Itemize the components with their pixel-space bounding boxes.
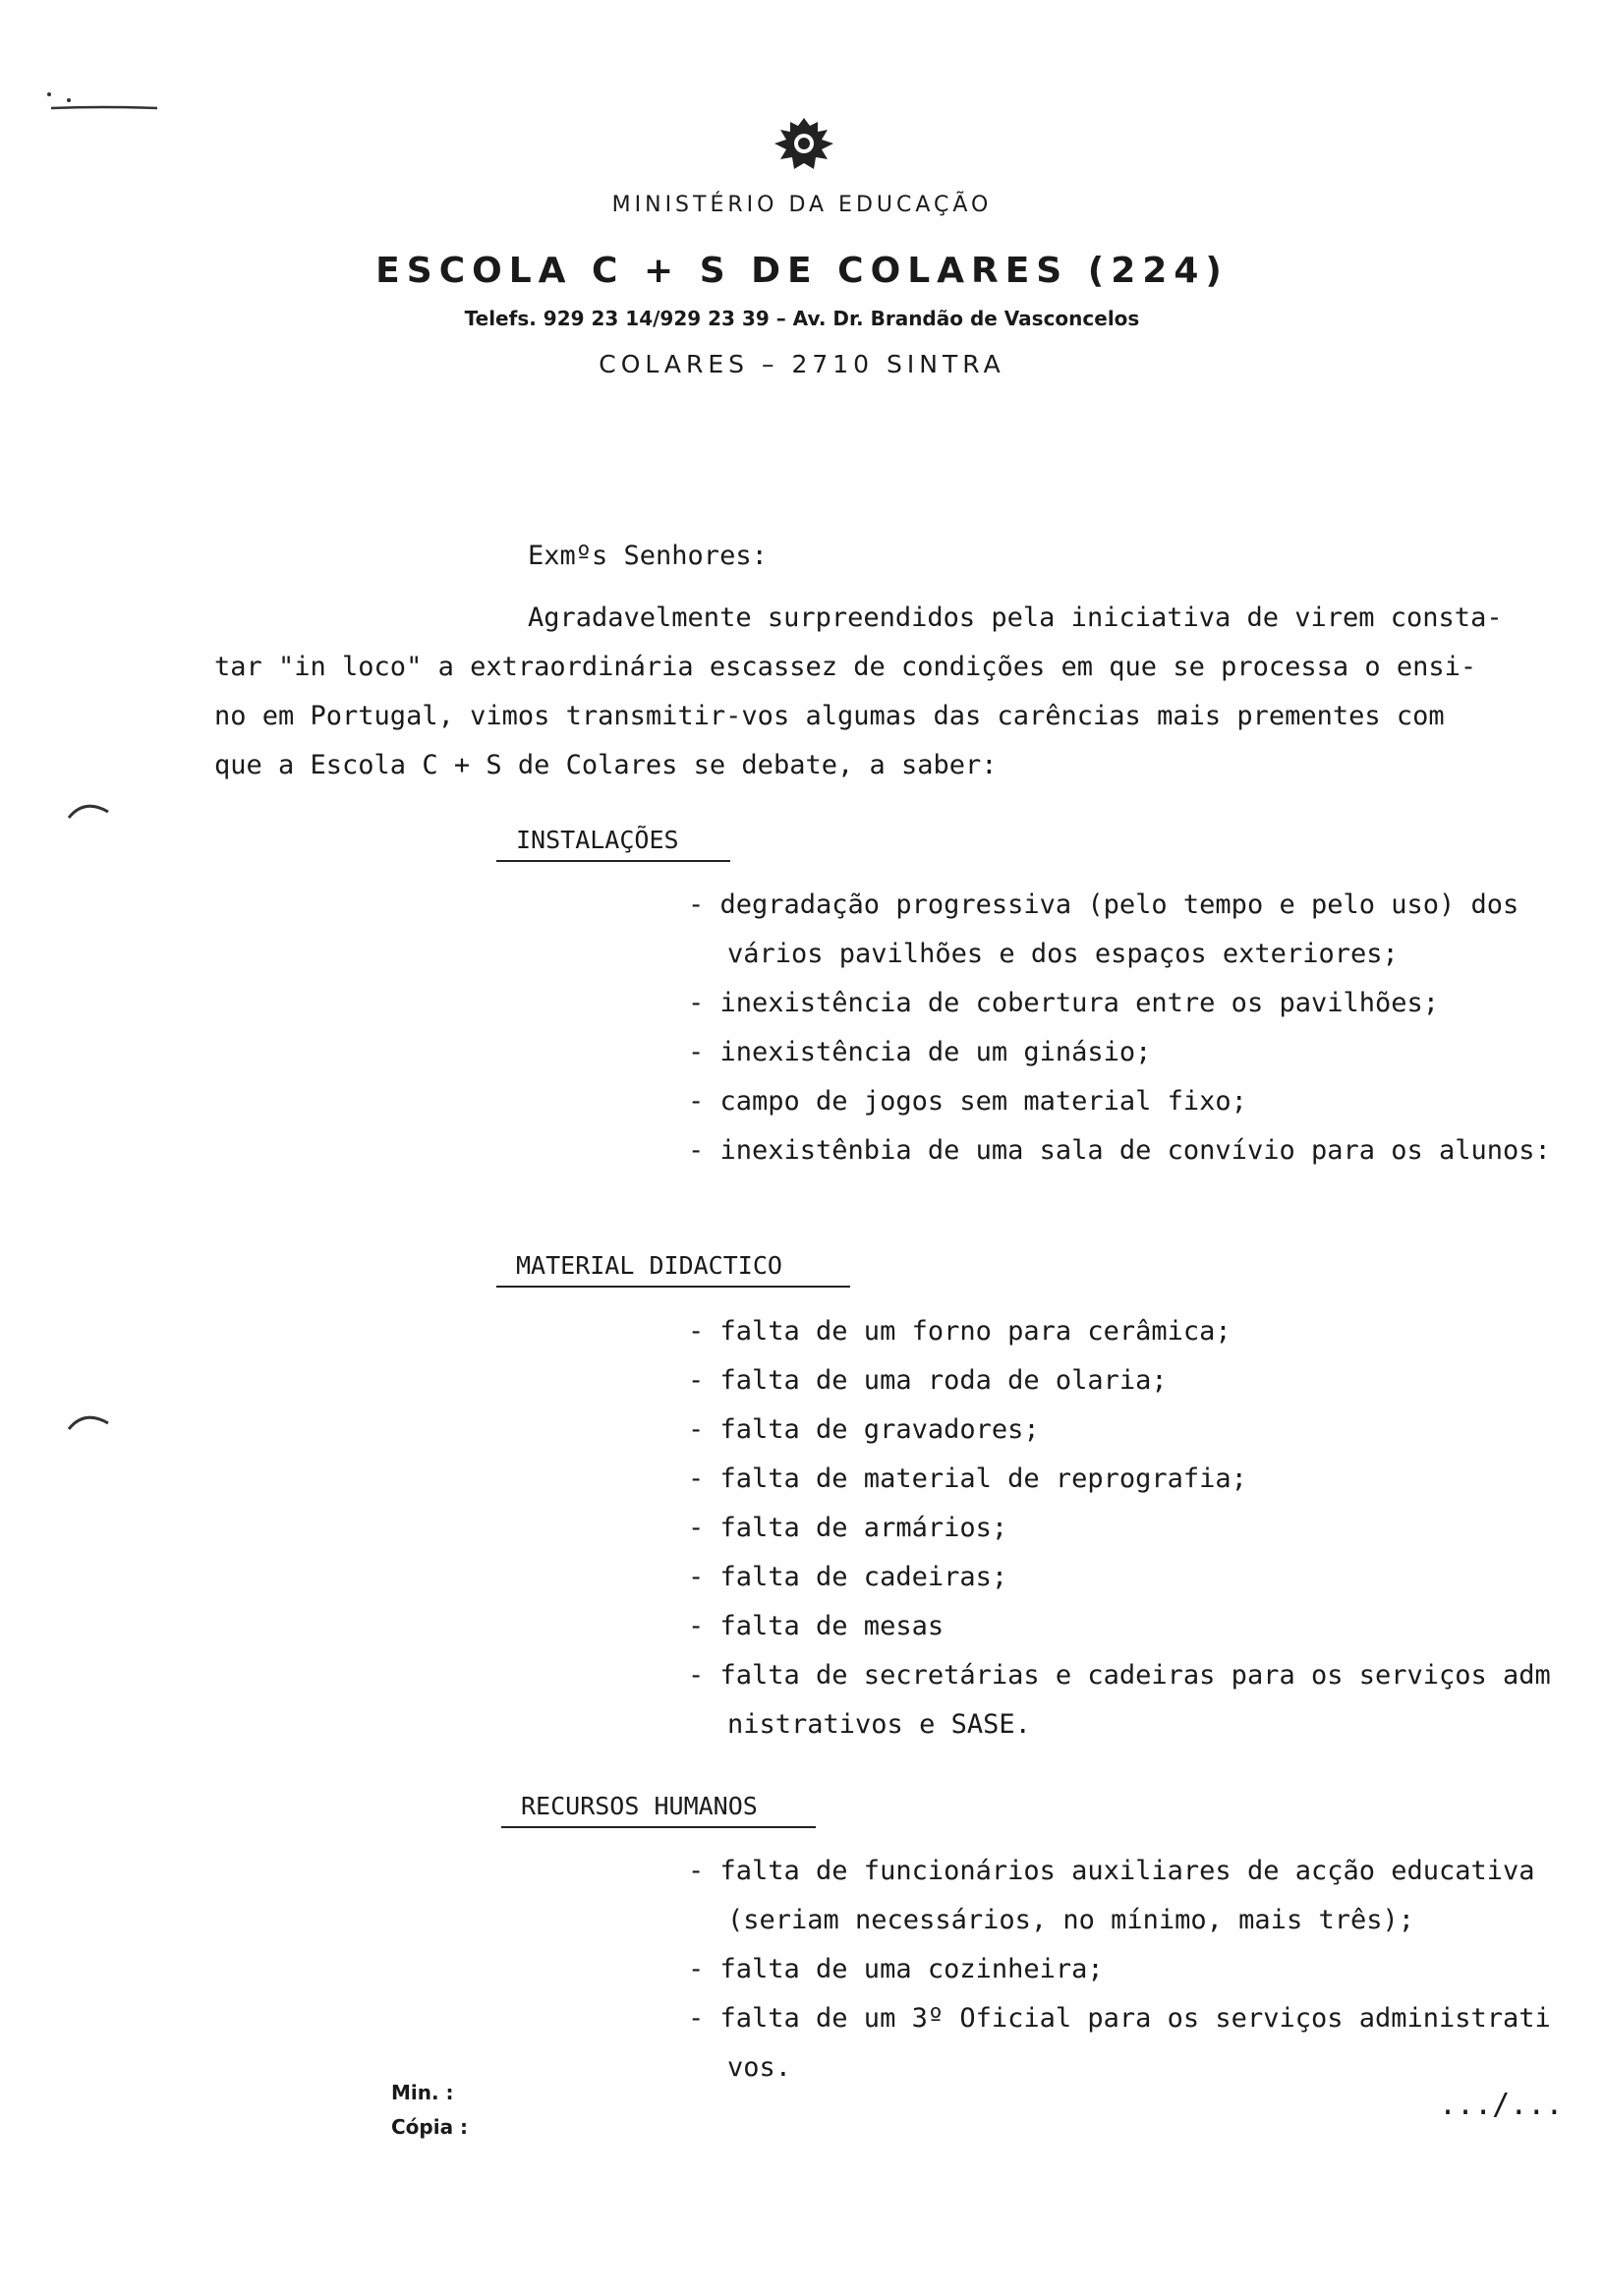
list-item (649, 1994, 1551, 2093)
item-line: - falta de um forno para cerâmica; (688, 1316, 1232, 1347)
list-item (649, 1356, 1551, 1406)
list-item (649, 1455, 1551, 1504)
item-line: - falta de uma cozinheira; (688, 1954, 1104, 1984)
item-line: vos. (727, 2052, 792, 2083)
item-line: - falta de um 3º Oficial para os serviços administrati (688, 2003, 1551, 2034)
city-line: COLARES – 2710 SINTRA (599, 350, 1005, 378)
item-line: - falta de mesas (688, 1611, 945, 1641)
salutation: Exmºs Senhores: (528, 541, 768, 571)
list-item (649, 1028, 1551, 1077)
intro-line: Agradavelmente surpreendidos pela iniciativa de virem consta- (528, 603, 1503, 633)
list-item (649, 1504, 1551, 1553)
item-line: - falta de material de reprografia; (688, 1464, 1247, 1494)
item-line: nistrativos e SASE. (727, 1709, 1031, 1740)
contact-line: Telefs. 929 23 14/929 23 39 – Av. Dr. Brandão de Vasconcelos (464, 307, 1140, 330)
list-item (649, 1602, 1551, 1651)
list-material-didactico (649, 1307, 1551, 1750)
list-item (649, 1077, 1551, 1126)
item-line: - inexistência de um ginásio; (688, 1037, 1152, 1067)
item-line: - falta de funcionários auxiliares de acção educativa (688, 1856, 1535, 1886)
list-item (649, 1847, 1551, 1945)
item-line: - campo de jogos sem material fixo; (688, 1086, 1247, 1117)
list-item (649, 1126, 1551, 1176)
item-line: (seriam necessários, no mínimo, mais três); (727, 1905, 1414, 1935)
item-line: - falta de gravadores; (688, 1414, 1040, 1445)
scan-mark-top (43, 86, 171, 126)
list-item (649, 979, 1551, 1028)
list-item (649, 881, 1551, 979)
ministry-name: MINISTÉRIO DA EDUCAÇÃO (611, 193, 993, 217)
section-title-instalacoes: INSTALAÇÕES (496, 826, 730, 862)
punch-hole-mark-2 (65, 1406, 114, 1435)
item-line: - falta de armários; (688, 1513, 1008, 1543)
intro-line: tar "in loco" a extraordinária escassez de condições em que se processa o ensi- (214, 652, 1477, 682)
list-recursos-humanos (649, 1847, 1551, 2093)
punch-hole-mark-1 (65, 794, 114, 824)
section-title-recursos-humanos: RECURSOS HUMANOS (501, 1792, 816, 1828)
coat-of-arms-icon (765, 116, 843, 173)
item-line: - inexistênbia de uma sala de convívio para os alunos: (688, 1135, 1551, 1166)
footer-min: Min. : (391, 2081, 454, 2104)
item-line: - degradação progressiva (pelo tempo e pelo uso) dos (688, 890, 1519, 920)
list-item (649, 1945, 1551, 1994)
intro-line: no em Portugal, vimos transmitir-vos algumas das carências mais prementes com (214, 701, 1445, 731)
list-item (649, 1651, 1551, 1750)
intro-line: que a Escola C + S de Colares se debate, a saber: (214, 750, 998, 780)
list-item (649, 1553, 1551, 1602)
continuation-mark: .../... (1439, 2088, 1564, 2122)
footer-copia: Cópia : (391, 2115, 469, 2139)
list-instalacoes (649, 881, 1551, 1176)
section-title-material-didactico: MATERIAL DIDACTICO (496, 1251, 850, 1288)
item-line: - falta de secretárias e cadeiras para os serviços adm (688, 1660, 1551, 1691)
item-line: vários pavilhões e dos espaços exteriores; (727, 939, 1399, 969)
school-name: ESCOLA C + S DE COLARES (224) (375, 251, 1229, 291)
list-item (649, 1406, 1551, 1455)
list-item (649, 1307, 1551, 1356)
item-line: - inexistência de cobertura entre os pavilhões; (688, 988, 1440, 1018)
item-line: - falta de uma roda de olaria; (688, 1365, 1168, 1396)
item-line: - falta de cadeiras; (688, 1562, 1008, 1592)
